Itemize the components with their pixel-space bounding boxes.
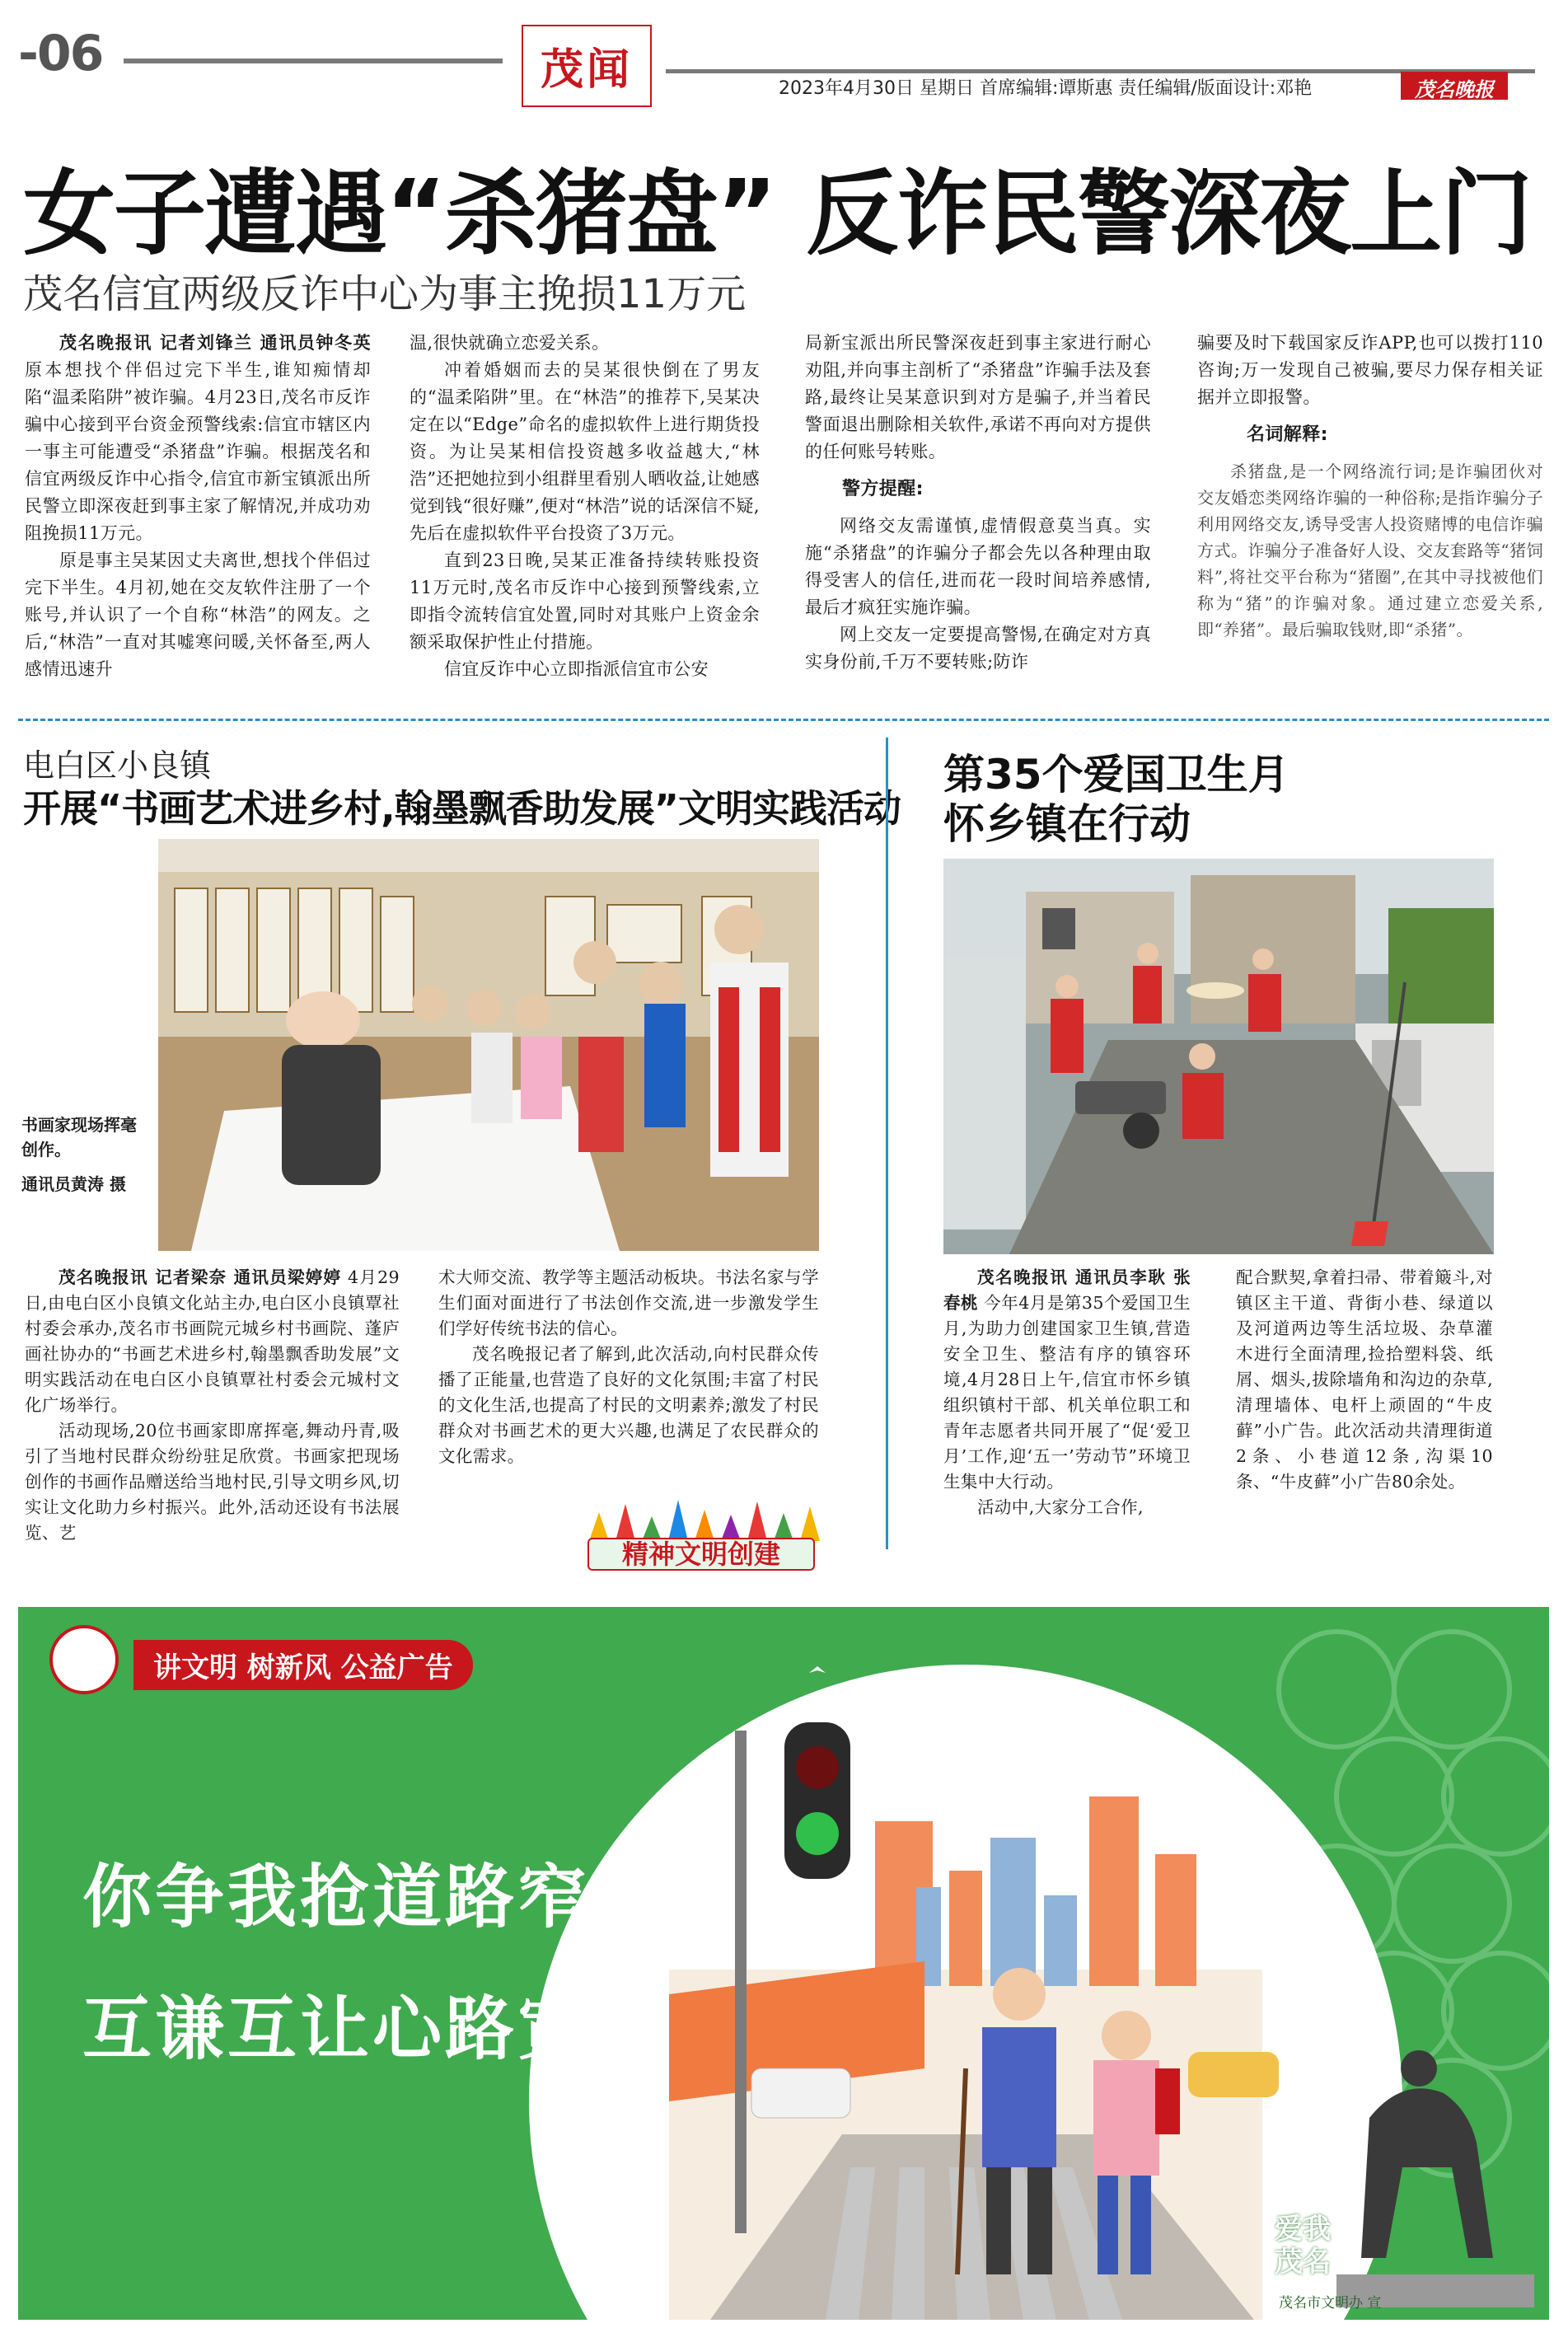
section-name: 茂闻: [540, 45, 633, 95]
date-line: 2023年4月30日 星期日 首席编辑:谭斯惠 责任编辑/版面设计:邓艳: [779, 78, 1313, 99]
paper-logo-text: 茂名晚报: [1415, 78, 1494, 101]
left-byline: 茂名晚报讯 记者梁奈 通讯员梁婷婷: [59, 1267, 342, 1287]
section-badge: [522, 25, 652, 107]
right-title-1: 第35个爱国卫生月: [943, 751, 1290, 799]
lead-col-4: 骗要及时下载国家反诈APP,也可以拨打110咨询;万一发现自己被骗,要尽力保存相关证据并立即报警。 名词解释: 杀猪盘,是一个网络流行词;是诈骗团伙对交友婚恋类网络诈骗的一种俗称;是指诈骗分子利用网络交友,诱导受害人投资赌博的电信诈骗方式。诈骗分子准备好人设、交友套路等“猪饲料”,将社交平台称为“猪圈”,在其中寻找被他们称为“猪”的诈骗对象。通过建立恋爱关系,即“养猪”。最后骗取钱财,即“杀猪”。: [1197, 330, 1543, 643]
ad-line-2: 互谦互让心路宽: [82, 1988, 591, 2069]
lead-col-2: 温,很快就确立恋爱关系。 冲着婚姻而去的吴某很快倒在了男友的“温柔陷阱”里。在“林浩”的推荐下,吴某决定在以“Edge”命名的虚拟软件上进行期货投资。为让吴某相信投资越多收益越大,“林浩”还把她拉到小组群里看别人晒收益,让她感觉到钱“很好赚”,便对“林浩”说的话深信不疑,先后在虚拟软件平台投资了3万元。 直到23日晚,吴某正准备持续转账投资11万元时,茂名市反诈中心接到预警线索,立即指令流转信宜处置,同时对其账户上资金余额采取保护性止付措施。 信宜反诈中心立即指派信宜市公安: [410, 333, 760, 679]
page-number: -06: [18, 25, 103, 82]
column-divider: [886, 738, 888, 1549]
lead-col-3: 局新宝派出所民警深夜赶到事主家进行耐心劝阻,并向事主剖析了“杀猪盘”诈骗手法及套路,最终让吴某意识到对方是骗子,并当着民警面退出删除相关软件,承诺不再向对方提供的任何账号转账。 警方提醒: 网络交友需谨慎,虚情假意莫当真。实施“杀猪盘”的诈骗分子都会先以各种理由取得受害人的信任,进而花一段时间培养感情,最后才疯狂实施诈骗。 网上交友一定要提高警惕,在确定对方真实身份前,千万不要转账;防诈: [805, 333, 1151, 672]
ad-tag: 讲文明 树新风 公益广告: [133, 1640, 473, 1690]
right-title-2: 怀乡镇在行动: [943, 800, 1191, 848]
left-col-2: 术大师交流、教学等主题活动板块。书法名家与学生们面对面进行了书法创作交流,进一步激发学生们学好传统书法的信心。 茂名晚报记者了解到,此次活动,向村民群众传播了正能量,也营造了良好的文化氛围;丰富了村民的文化生活,也提高了村民的文明素养;激发了村民群众对书画艺术的更大兴趣,也满足了农民群众的文化需求。: [438, 1267, 819, 1466]
cleanup-photo: [943, 859, 1494, 1254]
lead-subtitle: 茂名信宜两级反诈中心为事主挽损11万元: [23, 271, 747, 317]
ad-sponsor: 茂名市文明办 宣: [1279, 2295, 1382, 2312]
right-byline: 茂名晚报讯 通讯员李耿 张春桃: [943, 1267, 1191, 1313]
ad-emblem: [49, 1625, 119, 1694]
badge-pencils: [581, 1492, 821, 1541]
term-text: 杀猪盘,是一个网络流行词;是诈骗团伙对交友婚恋类网络诈骗的一种俗称;是指诈骗分子利用网络交友,诱导受害人投资赌博的电信诈骗方式。诈骗分子准备好人设、交友套路等“猪饲料”,将社交平台称为“猪圈”,在其中寻找被他们称为“猪”的诈骗对象。通过建立恋爱关系,即“养猪”。最后骗取钱财,即“杀猪”。: [1197, 461, 1543, 639]
cleanup-photo-art: [943, 859, 1494, 1254]
right-col-2: 配合默契,拿着扫帚、带着簸斗,对镇区主干道、背街小巷、绿道以及河道两边等生活垃圾、杂草灌木进行全面清理,捡拾塑料袋、纸屑、烟头,拔除墙角和沟边的杂草,清理墙体、电杆上顽固的“牛皮藓”小广告。此次活动共清理街道2条、小巷道12条,沟渠10条、“牛皮藓”小广告80余处。: [1236, 1267, 1493, 1492]
ad-line-1: 你争我抢道路窄: [82, 1857, 591, 1937]
section-divider: [18, 719, 1549, 721]
lead-title: 女子遭遇“杀猪盘” 反诈民警深夜上门: [23, 161, 1532, 268]
left-col-1: 茂名晚报讯 记者梁奈 通讯员梁婷婷 4月29日,由电白区小良镇文化站主办,电白区小良镇覃社村委会承办,茂名市书画院元城乡村书画院、蓬庐画社协办的“书画艺术进乡村,翰墨飘香助发展”文明实践活动在电白区小良镇覃社村委会元城村文化广场举行。 活动现场,20位书画家即席挥毫,舞动丹青,吸引了当地村民群众纷纷驻足欣赏。书画家把现场创作的书画作品赠送给当地村民,引导文明乡风,切实让文化助力乡村振兴。此外,活动还设有书法展览、艺: [25, 1267, 400, 1543]
badge-text: 精神文明创建: [587, 1538, 815, 1571]
right-col-1: 茂名晚报讯 通讯员李耿 张春桃 今年4月是第35个爱国卫生月,为助力创建国家卫生镇,营造安全卫生、整洁有序的镇容环境,4月28日上午,信宜市怀乡镇组织镇村干部、机关单位职工和青年志愿者共同开展了“促‘爱卫月’工作,迎‘五一’劳动节”环境卫生集中大行动。 活动中,大家分工合作,: [943, 1267, 1191, 1517]
calligraphy-photo: [158, 839, 819, 1251]
lead-col-1: 茂名晚报讯 记者刘锋兰 通讯员钟冬英 原本想找个伴侣过完下半生,谁知痴情却陷“温柔陷阱”被诈骗。4月23日,茂名市反诈骗中心接到平台资金预警线索:信宜市辖区内一事主可能遭受“杀猪盘”诈骗。根据茂名和信宜两级反诈中心指令,信宜市新宝镇派出所民警立即深夜赶到事主家了解情况,并成功劝阻挽损11万元。 原是事主吴某因丈夫离世,想找个伴侣过完下半生。4月初,她在交友软件注册了一个账号,并认识了一个自称“林浩”的网友。之后,“林浩”一直对其嘘寒问暖,关怀备至,两人感情迅速升: [25, 333, 371, 679]
psa-ad: [18, 1607, 1549, 2320]
calligraphy-photo-art: [158, 839, 819, 1251]
left-title: 开展“书画艺术进乡村,翰墨飘香助发展”文明实践活动: [23, 786, 901, 831]
left-kicker: 电白区小良镇: [23, 747, 212, 784]
lead-byline: 茂名晚报讯 记者刘锋兰 通讯员钟冬英: [59, 333, 371, 353]
tip-title: 警方提醒:: [842, 479, 924, 499]
civilization-badge: [581, 1492, 821, 1574]
term-title: 名词解释:: [1247, 424, 1328, 445]
paper-logo: [1401, 72, 1508, 100]
ad-slogan: 爱我茂名: [1275, 2213, 1331, 2279]
photo-caption: 书画家现场挥毫创作。 通讯员黄涛 摄: [21, 1115, 137, 1194]
masthead-rule: [124, 59, 503, 63]
